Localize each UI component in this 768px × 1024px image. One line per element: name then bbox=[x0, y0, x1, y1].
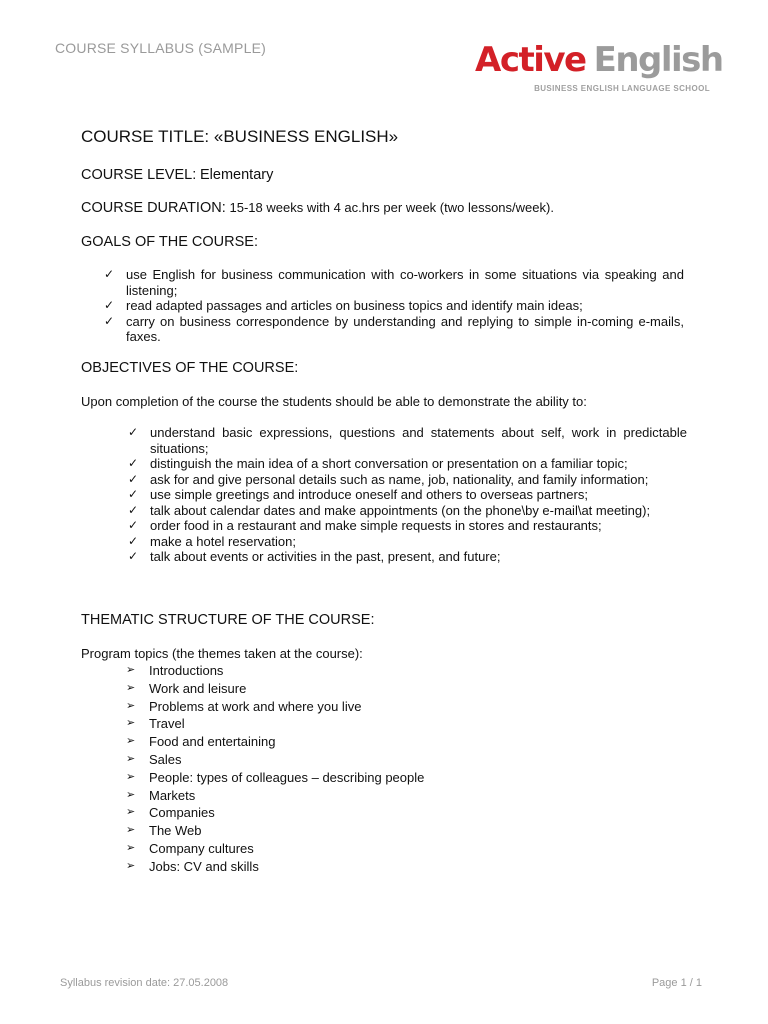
arrow-bullet-icon: ➢ bbox=[126, 717, 136, 730]
checkmark-icon: ✓ bbox=[128, 456, 139, 470]
arrow-bullet-icon: ➢ bbox=[126, 752, 136, 765]
objective-item: ✓ distinguish the main idea of a short conversation or presentation on a familiar topic; bbox=[128, 456, 628, 471]
arrow-bullet-icon: ➢ bbox=[126, 681, 136, 694]
objectives-list bbox=[128, 425, 687, 565]
objective-item: ✓ make a hotel reservation; bbox=[128, 533, 296, 549]
arrow-bullet-icon: ➢ bbox=[126, 806, 136, 819]
arrow-bullet-icon: ➢ bbox=[126, 735, 136, 748]
checkmark-icon: ✓ bbox=[104, 267, 115, 281]
goal-item: ✓ use English for business communication with co-workers in some situations via speaking and listening; bbox=[104, 267, 684, 298]
objectives-intro: Upon completion of the course the students should be able to demonstrate the ability to: bbox=[81, 394, 587, 409]
arrow-bullet-icon: ➢ bbox=[126, 770, 136, 783]
goals-list bbox=[104, 267, 684, 345]
objectives-heading: OBJECTIVES OF THE COURSE: bbox=[81, 360, 299, 376]
arrow-bullet-icon: ➢ bbox=[126, 788, 136, 801]
topic-item: ➢ People: types of colleagues – describing people bbox=[126, 769, 425, 785]
arrow-bullet-icon: ➢ bbox=[126, 841, 136, 854]
arrow-bullet-icon: ➢ bbox=[126, 824, 136, 837]
goal-item: ✓ read adapted passages and articles on business topics and identify main ideas; bbox=[104, 298, 583, 313]
topic-item: ➢ Jobs: CV and skills bbox=[126, 858, 259, 874]
objectives-list-wrapper bbox=[128, 425, 687, 565]
topic-item: ➢ Companies bbox=[126, 805, 215, 821]
course-level-value: Elementary bbox=[200, 167, 274, 183]
checkmark-icon: ✓ bbox=[128, 487, 139, 501]
checkmark-icon: ✓ bbox=[128, 502, 139, 517]
objective-item: ✓ talk about calendar dates and make appointments (on the phone\by e-mail\at meeting); bbox=[128, 502, 651, 518]
footer-revision-date: Syllabus revision date: 27.05.2008 bbox=[60, 977, 229, 989]
arrow-bullet-icon: ➢ bbox=[126, 664, 136, 676]
logo-tagline: BUSINESS ENGLISH LANGUAGE SCHOOL bbox=[534, 84, 710, 93]
checkmark-icon: ✓ bbox=[128, 425, 139, 439]
course-duration-label: COURSE DURATION: bbox=[81, 200, 226, 216]
checkmark-icon: ✓ bbox=[104, 313, 115, 328]
thematic-intro: Program topics (the themes taken at the course): bbox=[81, 646, 363, 661]
document-header-label: COURSE SYLLABUS (SAMPLE) bbox=[55, 40, 266, 56]
thematic-heading: THEMATIC STRUCTURE OF THE COURSE: bbox=[81, 612, 375, 628]
logo-wordmark bbox=[475, 40, 723, 80]
checkmark-icon: ✓ bbox=[128, 533, 139, 548]
goal-item: ✓ carry on business correspondence by understanding and replying to simple in-coming e-mails, faxes. bbox=[104, 313, 684, 344]
course-level-label: COURSE LEVEL: bbox=[81, 167, 197, 183]
goals-heading: GOALS OF THE COURSE: bbox=[81, 234, 258, 250]
arrow-bullet-icon: ➢ bbox=[126, 859, 136, 872]
course-duration-value: 15-18 weeks with 4 ac.hrs per week (two lessons/week). bbox=[229, 200, 554, 215]
topic-item: ➢ Travel bbox=[126, 716, 185, 732]
course-title: COURSE TITLE: «BUSINESS ENGLISH» bbox=[81, 127, 399, 146]
checkmark-icon: ✓ bbox=[128, 471, 139, 486]
footer-page-number: Page 1 / 1 bbox=[651, 977, 702, 989]
topic-item: ➢ Problems at work and where you live bbox=[126, 698, 362, 714]
topic-item: ➢ Company cultures bbox=[126, 840, 254, 856]
objective-item: ✓ understand basic expressions, questions and statements about self, work in predictable situations; bbox=[128, 425, 687, 456]
thematic-list-wrapper bbox=[126, 662, 687, 876]
checkmark-icon: ✓ bbox=[128, 549, 139, 563]
goals-list-wrapper bbox=[104, 267, 684, 345]
objective-item: ✓ ask for and give personal details such as name, job, nationality, and family information; bbox=[128, 471, 649, 487]
objective-item: ✓ talk about events or activities in the past, present, and future; bbox=[128, 549, 501, 564]
topic-item: ➢ Food and entertaining bbox=[126, 734, 276, 750]
topic-item: ➢ Work and leisure bbox=[126, 680, 247, 696]
active-english-logo bbox=[475, 40, 723, 100]
topic-item: ➢ Introductions bbox=[126, 663, 224, 678]
checkmark-icon: ✓ bbox=[104, 298, 115, 312]
logo-word-active: Active bbox=[475, 40, 586, 80]
objective-item: ✓ use simple greetings and introduce oneself and others to overseas partners; bbox=[128, 487, 588, 502]
course-level bbox=[81, 166, 688, 184]
topic-item: ➢ The Web bbox=[126, 823, 202, 839]
topic-item: ➢ Sales bbox=[126, 751, 182, 767]
arrow-bullet-icon: ➢ bbox=[126, 699, 136, 712]
thematic-list bbox=[126, 662, 687, 876]
logo-word-english: English bbox=[593, 40, 723, 80]
course-duration bbox=[81, 199, 688, 217]
objective-item: ✓ order food in a restaurant and make simple requests in stores and restaurants; bbox=[128, 518, 602, 533]
checkmark-icon: ✓ bbox=[128, 518, 139, 532]
topic-item: ➢ Markets bbox=[126, 787, 196, 803]
